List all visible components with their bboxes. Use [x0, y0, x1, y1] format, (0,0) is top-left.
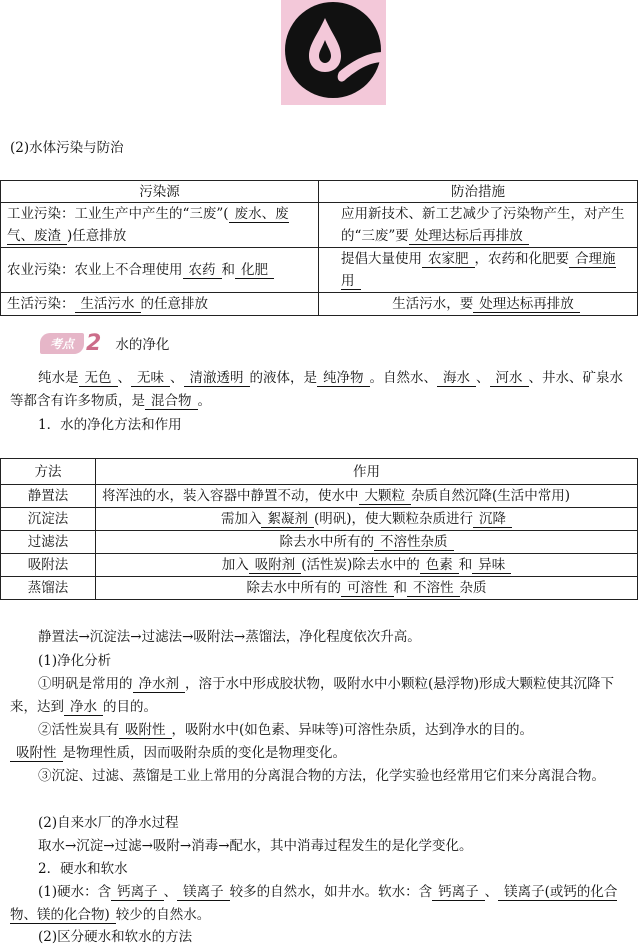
- analysis-title: (1)净化分析: [38, 653, 112, 669]
- table-header: 污染源: [1, 181, 319, 203]
- table-row: [1, 554, 638, 577]
- section-title: (2)水体污染与防治: [10, 140, 124, 156]
- table-row: [1, 203, 638, 248]
- table-header: 方法: [1, 459, 96, 485]
- pollution-source-cell: 工业污染：工业生产中产生的“三废”( 废水、废气、废渣 )任意排放: [1, 203, 319, 248]
- table-header: 作用: [96, 459, 638, 485]
- table-row: [1, 485, 638, 508]
- analysis-charcoal: ②活性炭具有 吸附性 ，吸附水中(如色素、异味等)可溶性杂质，达到净水的目的。: [38, 722, 534, 738]
- analysis-charcoal-note: 吸附性 是物理性质，因而吸附杂质的变化是物理变化。: [10, 742, 632, 765]
- kaodian-header: [40, 331, 169, 355]
- kaodian-title: 水的净化: [115, 337, 170, 353]
- analysis-alum: ①明矾是常用的 净水剂 ，溶于水中形成胶状物，吸附水中小颗粒(悬浮物)形成大颗粒使其沉降下来，达到 净水 的目的。: [10, 676, 615, 715]
- table-row: [1, 531, 638, 554]
- water-drop-logo-icon: [281, 0, 386, 105]
- heading-purification-methods: 1．水的净化方法和作用: [38, 417, 182, 433]
- pure-water-paragraph: 纯水是 无色 、 无味 、 清澈透明 的液体，是 纯净物 。自然水、 海水 、 河水 、井水、矿泉水等都含有许多物质，是 混合物 。: [10, 370, 623, 409]
- hard-soft-definition: (1)硬水：含 钙离子 、 镁离子 较多的自然水，如井水。软水：含 钙离子 、 镁离子(或钙的化合物、镁的化合物) 较少的自然水。: [10, 884, 618, 923]
- method-effect: 需加入 絮凝剂 (明矾)，使大颗粒杂质进行 沉降: [96, 508, 638, 531]
- method-name: 静置法: [1, 485, 96, 508]
- method-effect: 将浑浊的水，装入容器中静置不动，使水中 大颗粒 杂质自然沉降(生活中常用): [96, 485, 638, 508]
- pollution-measure-cell: 生活污水，要 处理达标再排放: [319, 293, 638, 316]
- distinguish-title: (2)区分硬水和软水的方法: [38, 929, 193, 945]
- logo: [281, 0, 386, 105]
- heading-hard-soft-water: 2．硬水和软水: [38, 861, 128, 877]
- kaodian-number: 2: [86, 330, 102, 356]
- table-row: [1, 508, 638, 531]
- table-row: [1, 248, 638, 293]
- pollution-measure-cell: 应用新技术、新工艺减少了污染物产生，对产生的“三废”要 处理达标后再排放: [319, 203, 638, 248]
- method-name: 吸附法: [1, 554, 96, 577]
- plant-title: (2)自来水厂的净水过程: [38, 815, 179, 831]
- method-effect: 加入 吸附剂 (活性炭)除去水中的 色素 和 异味: [96, 554, 638, 577]
- method-table: [0, 458, 638, 600]
- pollution-measure-cell: 提倡大量使用 农家肥 ，农药和化肥要 合理施用: [319, 248, 638, 293]
- method-name: 蒸馏法: [1, 577, 96, 600]
- plant-process: 取水→沉淀→过滤→吸附→消毒→配水，其中消毒过程发生的是化学变化。: [38, 838, 473, 854]
- purification-sequence: 静置法→沉淀法→过滤法→吸附法→蒸馏法，净化程度依次升高。: [38, 629, 421, 645]
- table-header: 防治措施: [319, 181, 638, 203]
- table-row: [1, 293, 638, 316]
- table-row: [1, 577, 638, 600]
- pollution-table: [0, 180, 638, 316]
- pollution-source-cell: 农业污染：农业上不合理使用 农药 和 化肥: [1, 248, 319, 293]
- method-effect: 除去水中所有的 可溶性 和 不溶性 杂质: [96, 577, 638, 600]
- kaodian-badge: 考点: [40, 333, 84, 354]
- analysis-separation: ③沉淀、过滤、蒸馏是工业上常用的分离混合物的方法，化学实验也经常用它们来分离混合物。: [38, 768, 605, 784]
- pollution-source-cell: 生活污染： 生活污水 的任意排放: [1, 293, 319, 316]
- method-name: 过滤法: [1, 531, 96, 554]
- method-effect: 除去水中所有的 不溶性杂质: [96, 531, 638, 554]
- method-name: 沉淀法: [1, 508, 96, 531]
